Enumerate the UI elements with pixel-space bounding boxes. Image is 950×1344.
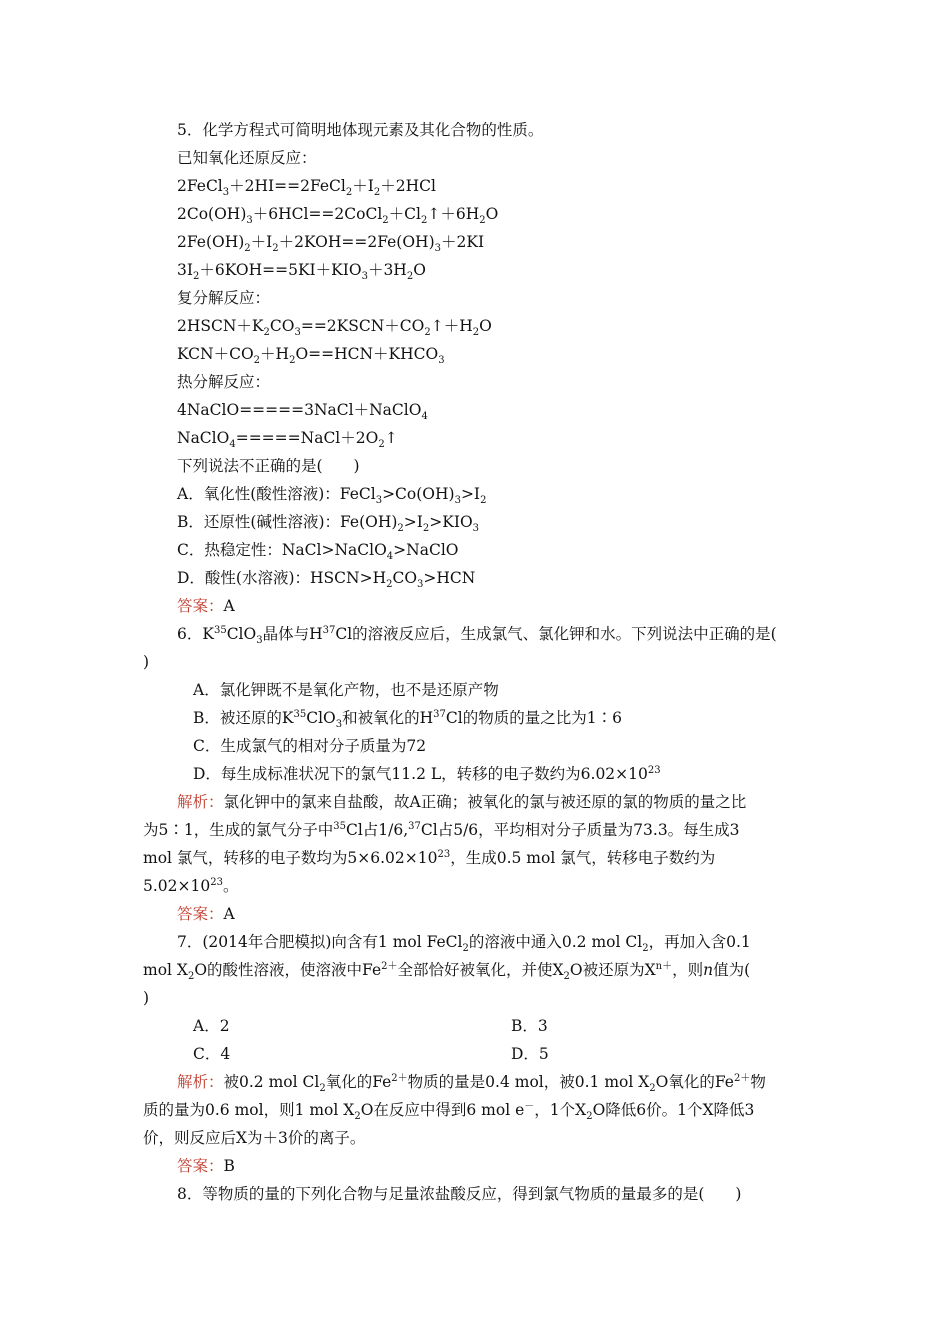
q6-option-c: C．生成氯气的相对分子质量为72 <box>193 737 427 755</box>
q5-eq8: $NaClO_4=====NaCl+2O_2↑$ <box>177 429 398 451</box>
q7-stem-line3: ) <box>143 989 150 1007</box>
q7-stem-line2: mol $X_2O$的酸性溶液，使溶液中$Fe^{2+}$全部恰好被氧化，并使$X_2O$被还原为$X^{n+}$，则n值为( <box>143 960 751 983</box>
q5-thermal-title: 热分解反应： <box>177 373 271 391</box>
q6-option-a: A．氯化钾既不是氧化产物，也不是还原产物 <box>193 681 499 699</box>
analysis-label: 解析： <box>177 1073 224 1091</box>
q5-eq7: 4NaClO=====3NaCl＋NaClO$_4$ <box>177 401 428 423</box>
q7-option-c: C．4 <box>193 1045 231 1063</box>
q6-answer: 答案：A <box>177 905 235 923</box>
q5-option-c: C．热稳定性：NaCl>NaClO$_4$>NaClO <box>177 541 459 563</box>
q5-eq3: $2Fe(OH)_2+I_2+2KOH==2Fe(OH)_3+2KI$ <box>177 233 485 255</box>
answer-label: 答案： <box>177 597 224 615</box>
q6-analysis: 解析：氯化钾中的氯来自盐酸，故A正确；被氧化的氯与被还原的氯的物质的量之比 <box>177 793 747 811</box>
q7-stem: 7．(2014年合肥模拟)向含有1 mol FeCl$_2$的溶液中通入0.2 mol $Cl_2$，再加入含0.1 <box>177 933 751 955</box>
q6-option-b: B．被还原的$K^{35}ClO_3$和被氧化的$H^{37}Cl$的物质的量之比为1∶6 <box>193 708 622 731</box>
q5-eq2: $2Co(OH)_3+6HCl==2CoCl_2+Cl_2↑+6H_2O$ <box>177 205 499 227</box>
q5-eq4: $3I_2+6KOH==5KI+KIO_3+3H_2O$ <box>177 261 426 283</box>
q7-analysis-line3: 价，则反应后X为＋3价的离子。 <box>143 1129 366 1147</box>
q7-option-a: A．2 <box>193 1017 230 1035</box>
q5-answer: 答案：A <box>177 597 235 615</box>
q7-analysis: 解析：被0.2 mol $Cl_2$氧化的$Fe^{2+}$物质的量是0.4 mol，被0.1 mol $X_2O$氧化的$Fe^{2+}$物 <box>177 1072 766 1095</box>
q6-analysis-line3: mol 氯气，转移的电子数均为$5\times 6.02\times 10^{23}$，生成0.5 mol 氯气，转移电子数约为 <box>143 848 716 867</box>
q6-stem: 6．$K^{35}ClO_3$晶体与$H^{37}Cl$的溶液反应后，生成氯气、氯化钾和水。下列说法中正确的是( <box>177 624 777 647</box>
q7-analysis-line2: 质的量为0.6 mol，则1 mol $X_2O$在反应中得到6 mol e－，1个$X_2O$降低6价。1个X降低3 <box>143 1100 755 1123</box>
q5-redox-title: 已知氧化还原反应： <box>177 149 317 167</box>
q5-option-d: D．酸性(水溶液)：$HSCN>H_2CO_3>HCN$ <box>177 569 476 591</box>
q6-analysis-line4: $5.02\times 10^{23}$。 <box>143 876 239 895</box>
q5-option-b: B．还原性(碱性溶液)：$Fe(OH)_2>I_2>KIO_3$ <box>177 513 480 535</box>
q5-option-a: A．氧化性(酸性溶液)：$FeCl_3>Co(OH)_3>I_2$ <box>177 485 487 507</box>
answer-label: 答案： <box>177 905 224 923</box>
q5-eq5: $2HSCN+K_2CO_3==2KSCN+CO_2↑+H_2O$ <box>177 317 492 339</box>
q5-eq6: $KCN+CO_2+H_2O==HCN+KHCO_3$ <box>177 345 445 367</box>
q7-option-b: B．3 <box>511 1017 548 1035</box>
q5-question: 下列说法不正确的是( ) <box>177 457 360 475</box>
q6-option-d: D．每生成标准状况下的氯气11.2 L，转移的电子数约为$6.02\times 10^{23}$ <box>193 764 661 783</box>
q6-stem-cont: ) <box>143 653 150 671</box>
answer-label: 答案： <box>177 1157 224 1175</box>
analysis-label: 解析： <box>177 793 224 811</box>
q5-stem: 5．化学方程式可简明地体现元素及其化合物的性质。 <box>177 121 544 139</box>
q7-answer: 答案：B <box>177 1157 235 1175</box>
q8-stem: 8．等物质的量的下列化合物与足量浓盐酸反应，得到氯气物质的量最多的是( ) <box>177 1185 742 1203</box>
q5-eq1: $2FeCl_3+2HI==2FeCl_2+I_2+2HCl$ <box>177 177 436 199</box>
q7-option-d: D．5 <box>511 1045 549 1063</box>
q6-analysis-line2: 为5∶1，生成的氯气分子中$^{35}$Cl占1/6,37Cl占5/6，平均相对分子质量为73.3。每生成3 <box>143 820 740 839</box>
q5-double-title: 复分解反应： <box>177 289 271 307</box>
